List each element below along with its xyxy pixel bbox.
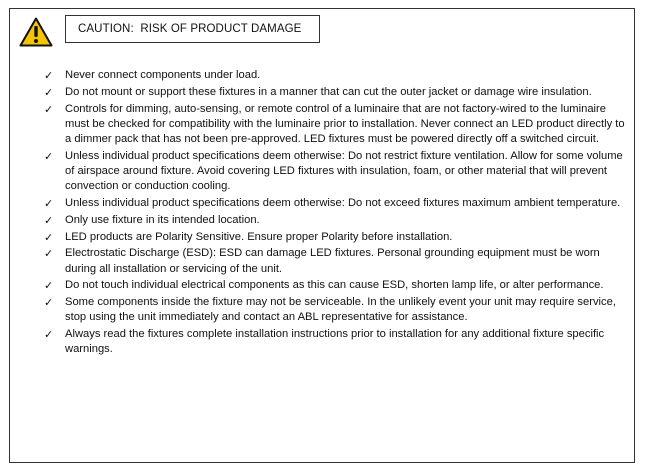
list-item bbox=[44, 85, 629, 100]
list-item bbox=[44, 327, 629, 357]
check-icon: ✓ bbox=[44, 296, 54, 310]
check-icon: ✓ bbox=[44, 149, 54, 163]
list-item-text: Always read the fixtures complete installation instructions prior to installation for any additional fixture specific warnings. bbox=[65, 328, 605, 356]
list-item bbox=[44, 149, 629, 195]
list-item-text: Electrostatic Discharge (ESD): ESD can damage LED fixtures. Personal grounding equipment must be worn during all installation or servicing of the unit. bbox=[65, 247, 600, 275]
list-item bbox=[44, 68, 629, 83]
check-icon: ✓ bbox=[44, 247, 54, 261]
list-item-text: Do not touch individual electrical components as this can cause ESD, shorten lamp life, or alter performance. bbox=[65, 279, 604, 292]
list-item bbox=[44, 246, 629, 276]
list-item-text: Unless individual product specifications deem otherwise: Do not restrict fixture ventilation. Allow for some volume of airspace around fixture. Avoid covering LED fixtures with insulation, foam, or other material that will prevent convection or conduction cooling. bbox=[65, 149, 623, 193]
check-icon: ✓ bbox=[44, 230, 54, 244]
list-item bbox=[44, 278, 629, 293]
list-item bbox=[44, 102, 629, 148]
list-item-text: LED products are Polarity Sensitive. Ensure proper Polarity before installation. bbox=[65, 230, 453, 243]
check-icon: ✓ bbox=[44, 213, 54, 227]
check-icon: ✓ bbox=[44, 102, 54, 116]
caution-panel bbox=[9, 8, 635, 463]
caution-list bbox=[44, 68, 629, 359]
list-item-text: Unless individual product specifications deem otherwise: Do not exceed fixtures maximum ambient temperature. bbox=[65, 197, 621, 209]
warning-triangle-icon bbox=[19, 17, 53, 47]
list-item-text: Controls for dimming, auto-sensing, or remote control of a luminaire that are not factory-wired to the luminaire must be checked for compatibility with the luminaire prior to installation. Never connect an LED product directly to a dimmer pack that has not been pre-approved. LED fixtures must be powered directly off a switched circuit. bbox=[65, 102, 625, 145]
list-item-text: Do not mount or support these fixtures in a manner that can cut the outer jacket or damage wire insulation. bbox=[65, 85, 592, 98]
check-icon: ✓ bbox=[44, 197, 54, 210]
list-item-text: Never connect components under load. bbox=[65, 69, 261, 81]
list-item bbox=[44, 213, 629, 228]
check-icon: ✓ bbox=[44, 85, 54, 99]
list-item-text: Only use fixture in its intended location. bbox=[65, 213, 260, 226]
check-icon: ✓ bbox=[44, 69, 54, 82]
list-item bbox=[44, 196, 629, 211]
list-item bbox=[44, 295, 629, 325]
check-icon: ✓ bbox=[44, 328, 54, 342]
caution-title: CAUTION: RISK OF PRODUCT DAMAGE bbox=[65, 15, 320, 43]
list-item bbox=[44, 230, 629, 245]
list-item-text: Some components inside the fixture may not be serviceable. In the unlikely event your unit may require service, stop using the unit immediately and contact an ABL representative for assistance. bbox=[65, 296, 616, 324]
check-icon: ✓ bbox=[44, 279, 54, 293]
